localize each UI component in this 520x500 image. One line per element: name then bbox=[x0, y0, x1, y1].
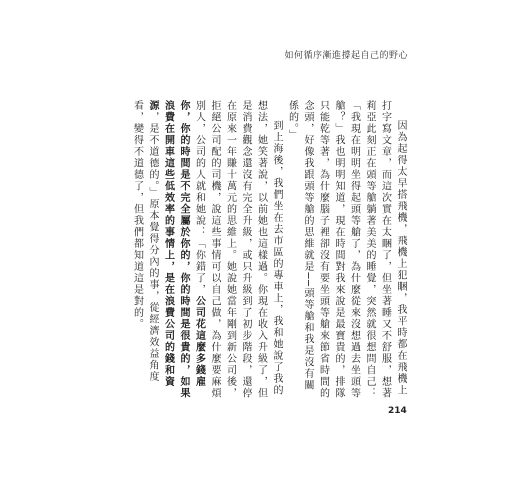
paragraph-2-bold-text: 公司花這麼多錢雇你，你的時間是不完全屬於你的，你的時間是很貴的，如果浪費在開車這些低效率的事情上，是在浪費公司的錢和資源 bbox=[147, 100, 205, 399]
paragraph-2-text-b: ，是不道德的。」原本覺得分內的事，從經濟效益角度看，變得不道德了，但我們都知道這是對的。 bbox=[131, 100, 158, 383]
paragraph-2 bbox=[129, 100, 284, 400]
running-header: 如何循序漸進撐起自己的野心 bbox=[284, 51, 408, 61]
paragraph-1 bbox=[284, 100, 408, 400]
body-text bbox=[123, 100, 408, 400]
paragraph-2-text-a: 到上海後，我們坐在去市區的專車上，我和她說了我的想法，她笑著說，以前她也這樣過。你現在收入升級了，但是消費觀念還沒有完全升級，或只升級到了初步階段，還停在原來一年賺十萬元的思維上。她說她當年剛到新公司後，拒絕公司配的司機，說這些事情可以自己做，為什麼要麻煩別人，公司的人就和她說：「你錯了， bbox=[193, 100, 282, 399]
paragraph-1-text: 因為起得太早搭飛機，飛機上犯睏，我平時都在飛機上打字寫文章，而這次實在太睏了，但坐著睡又不舒服，想著莉亞此刻正在頭等艙躺著美美的睡覺，突然就很想問自己：「我現在明明坐得起頭等艙了，為什麼從來沒想過去坐頭等艙？」我也明明知道，現在時間對我來說是最寶貴的，排隊只能乾等著，為什麼腦子裡卻沒有要坐頭等艙來節省時間的念頭，好像我跟頭等艙的思維就是──頭等艙和我是沒有關係的。」 bbox=[286, 100, 406, 399]
page-number: 214 bbox=[388, 406, 407, 416]
